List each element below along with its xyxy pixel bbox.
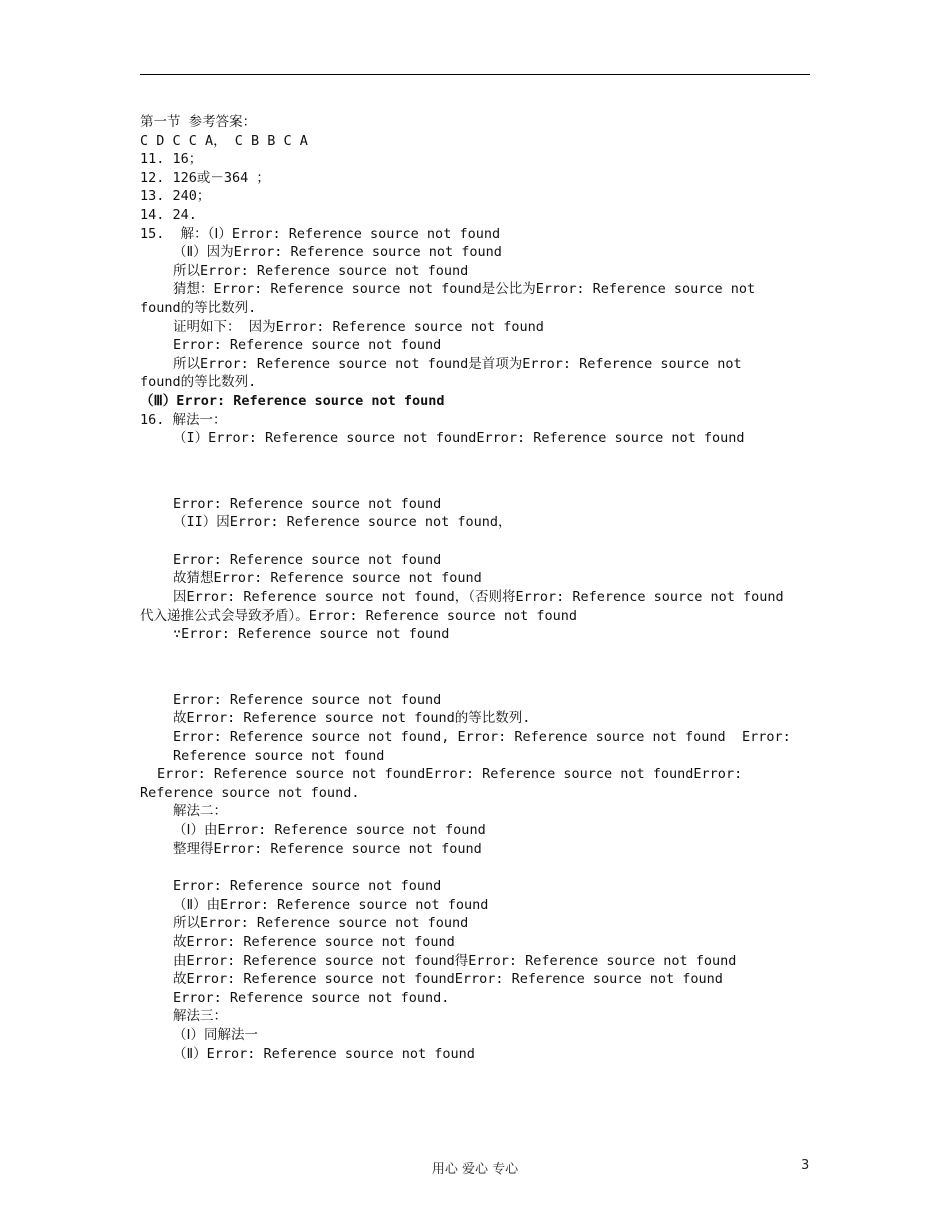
text-line: 因Error: Reference source not found，（否则将Error: Reference source not found (173, 589, 784, 606)
text-line: 整理得Error: Reference source not found (173, 840, 482, 857)
text-line: Reference source not found. (140, 784, 360, 801)
blank-space (140, 644, 812, 691)
text-line: （Ⅰ）由Error: Reference source not found (173, 822, 486, 838)
text-line: 代入递推公式会导致矛盾）。Error: Reference source not found (140, 607, 577, 624)
text-line: Reference source not found (173, 747, 385, 764)
text-line: 所以Error: Reference source not found是首项为Error: Reference source not (173, 355, 742, 372)
text-line: 12. 126或－364 ； (140, 169, 270, 186)
footer-slogan: 用心 爱心 专心 (431, 1162, 519, 1177)
header-rule (140, 74, 810, 75)
page-number: 3 (801, 1158, 810, 1173)
text-line: ∵Error: Reference source not found (173, 626, 450, 643)
text-line: Error: Reference source not found (173, 495, 442, 512)
text-line: 故猜想Error: Reference source not found (173, 570, 482, 587)
text-line: （Ⅱ）由Error: Reference source not found (173, 896, 489, 913)
text-line: found的等比数列. (140, 299, 257, 316)
text-line: 解法二： (173, 803, 227, 820)
blank-space (140, 532, 812, 551)
text-line: Error: Reference source not foundError: Reference source not foundError: (157, 766, 743, 783)
blank-space (140, 448, 812, 495)
text-line: Error: Reference source not found (173, 551, 442, 568)
text-line: 故Error: Reference source not foundError: Reference source not found (173, 971, 723, 988)
text-line: （Ⅰ）同解法一 (173, 1026, 258, 1043)
text-line: 第一节 参考答案： (140, 114, 257, 130)
text-line: Error: Reference source not found (173, 691, 442, 708)
text-line: 11. 16； (140, 151, 203, 168)
text-line: found的等比数列. (140, 374, 257, 391)
text-line: 15. 解：（Ⅰ）Error: Reference source not found (140, 225, 501, 242)
text-line: 解法三： (173, 1008, 227, 1025)
text-line: （Ⅲ）Error: Reference source not found (140, 392, 445, 409)
text-line: 13. 240； (140, 188, 211, 205)
text-line: C D C C A， C B B C A (140, 132, 308, 149)
text-line: Error: Reference source not found. (173, 989, 450, 1006)
text-line: 猜想：Error: Reference source not found是公比为Error: Reference source not (173, 281, 756, 298)
text-line: 故Error: Reference source not found的等比数列. (173, 710, 531, 727)
text-line: 由Error: Reference source not found得Error: Reference source not found (173, 952, 737, 969)
text-line: 故Error: Reference source not found (173, 933, 455, 950)
text-line: （Ⅱ）Error: Reference source not found (173, 1045, 475, 1062)
text-line: Error: Reference source not found (173, 878, 442, 895)
text-line: （II）因Error: Reference source not found， (173, 514, 512, 531)
text-line: Error: Reference source not found, Error: Reference source not found Error: (173, 729, 791, 746)
text-line: 16. 解法一： (140, 411, 227, 428)
answer-key-body (140, 113, 812, 1063)
text-line: Error: Reference source not found (173, 337, 442, 354)
text-line: 所以Error: Reference source not found (173, 915, 469, 932)
text-line: 14. 24. (140, 206, 197, 223)
text-line: 证明如下： 因为Error: Reference source not found (173, 318, 544, 335)
text-line: （Ⅱ）因为Error: Reference source not found (173, 244, 502, 261)
blank-space (140, 858, 812, 877)
text-line: 所以Error: Reference source not found (173, 262, 469, 279)
text-line: （I）Error: Reference source not foundError: Reference source not found (173, 430, 745, 447)
